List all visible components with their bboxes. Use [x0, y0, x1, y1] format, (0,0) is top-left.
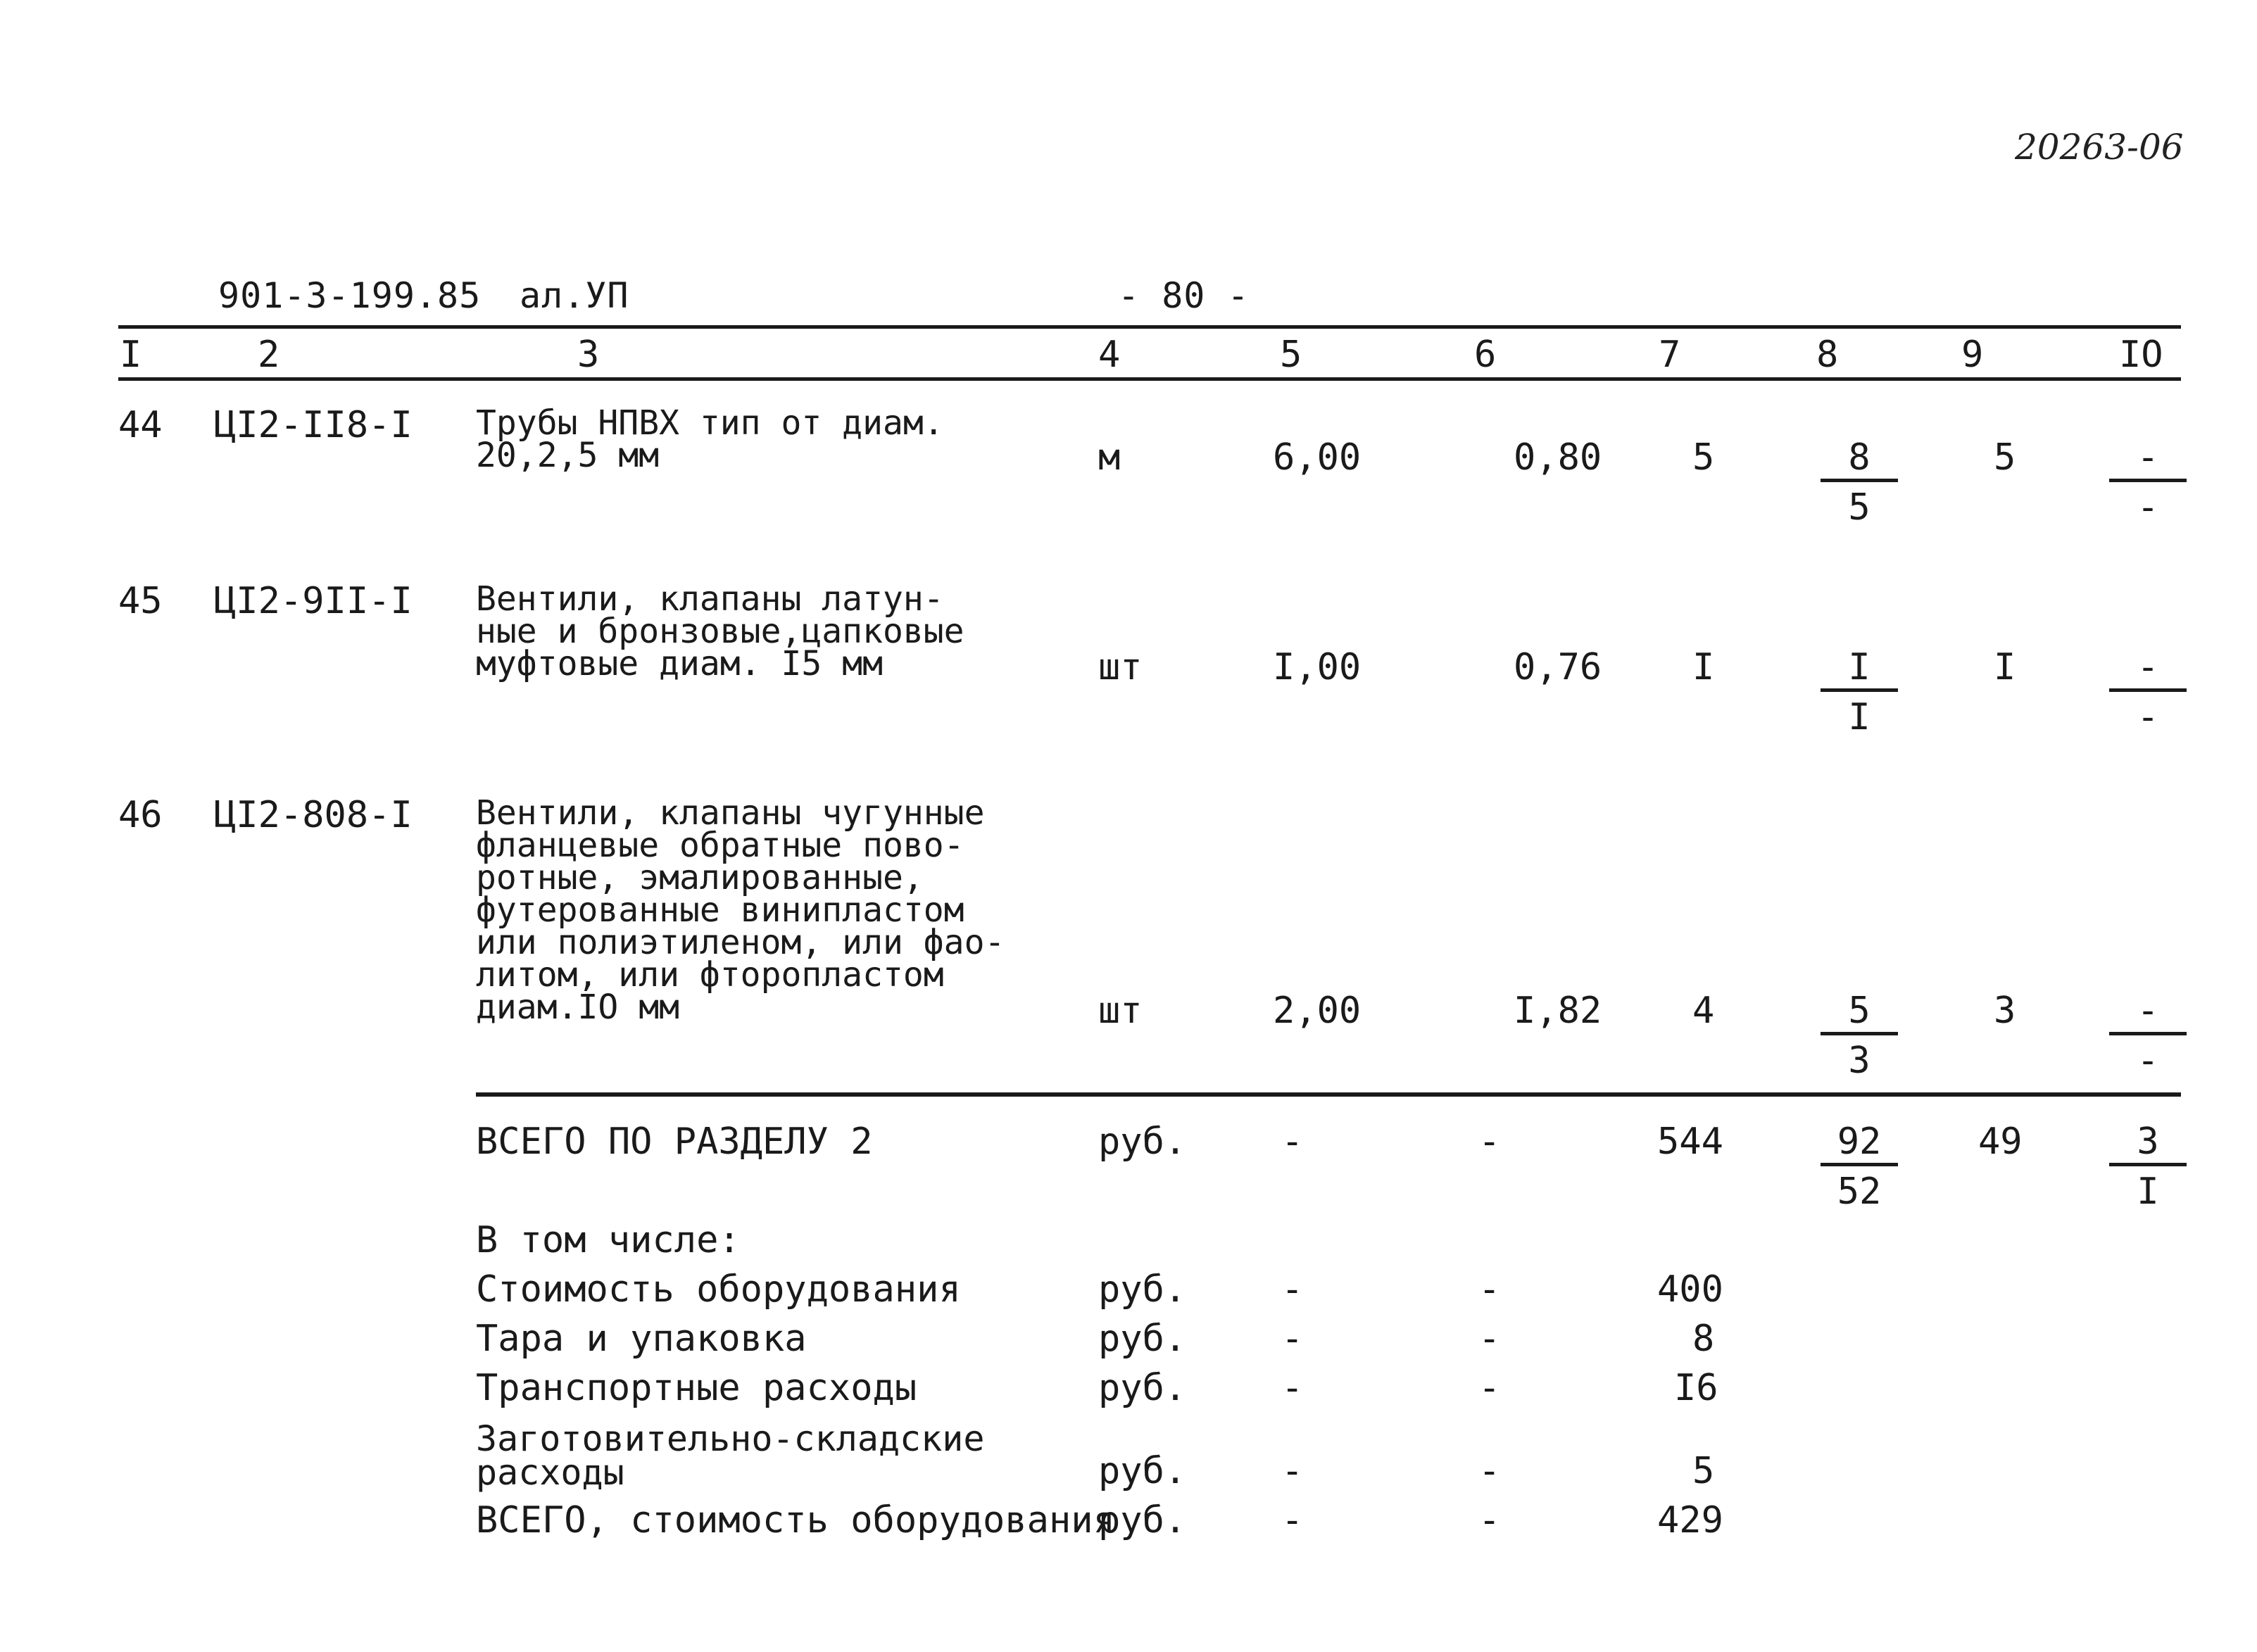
- total-cost: 544: [1657, 1121, 1723, 1163]
- fraction-bar: [2109, 1163, 2187, 1166]
- col6-dash: -: [1478, 1268, 1501, 1311]
- unit: руб.: [1098, 1499, 1187, 1541]
- unit: руб.: [1098, 1268, 1187, 1311]
- fraction-bar: [2109, 1032, 2187, 1035]
- total-cost: 5: [1692, 436, 1715, 479]
- fraction-numerator: -: [2137, 646, 2159, 688]
- col5-dash: -: [1281, 1499, 1304, 1541]
- header-rule-top: [118, 325, 2181, 329]
- price-code: ЦI2-808-I: [214, 794, 413, 836]
- unit-price: 0,80: [1514, 436, 1602, 479]
- row-number: 46: [118, 794, 163, 836]
- including-label: В том числе:: [476, 1219, 741, 1261]
- fraction-numerator: 92: [1837, 1121, 1882, 1163]
- col5-dash: -: [1281, 1121, 1304, 1163]
- col9-value: 3: [1994, 990, 2016, 1032]
- col-6-number: 6: [1474, 334, 1497, 376]
- price-code: ЦI2-9II-I: [214, 580, 413, 622]
- row-number: 44: [118, 404, 163, 446]
- item-description: Вентили, клапаны латун- ные и бронзовые,цапковые муфтовые диам. I5 мм: [476, 579, 964, 683]
- col5-dash: -: [1281, 1318, 1304, 1360]
- quantity: 2,00: [1273, 990, 1362, 1032]
- fraction-bar: [1821, 1163, 1898, 1166]
- col5-dash: -: [1281, 1268, 1304, 1311]
- fraction-denominator: -: [2137, 486, 2159, 529]
- fraction-numerator: 8: [1848, 436, 1871, 479]
- unit: шт: [1098, 990, 1143, 1032]
- price-code: ЦI2-II8-I: [214, 404, 413, 446]
- col-10-number: IO: [2119, 334, 2163, 376]
- total-cost: 8: [1692, 1318, 1715, 1360]
- fraction-denominator: I: [2137, 1171, 2159, 1213]
- header-rule-bottom: [118, 377, 2181, 381]
- col8-fraction: [1821, 1121, 1898, 1213]
- col6-dash: -: [1478, 1499, 1501, 1541]
- item-description: Вентили, клапаны чугунные фланцевые обратные пово- ротные, эмалированные, футерованные винипластом или полиэтиленом, или фао- литом, или фторопластом диам.IO мм: [476, 793, 1005, 1027]
- unit-price: I,82: [1514, 990, 1602, 1032]
- fraction-numerator: -: [2137, 990, 2159, 1032]
- fraction-denominator: 5: [1848, 486, 1871, 529]
- col9-value: I: [1994, 646, 2016, 688]
- col-4-number: 4: [1098, 334, 1121, 376]
- section-total-rule: [476, 1092, 2181, 1097]
- unit: руб.: [1098, 1367, 1187, 1409]
- col-5-number: 5: [1280, 334, 1302, 376]
- col8-fraction: [1821, 990, 1898, 1082]
- unit: руб.: [1098, 1450, 1187, 1492]
- col-3-number: 3: [577, 334, 600, 376]
- fraction-numerator: -: [2137, 436, 2159, 479]
- fraction-bar: [2109, 688, 2187, 692]
- fraction-bar: [2109, 479, 2187, 482]
- col10-fraction: [2109, 436, 2187, 529]
- quantity: I,00: [1273, 646, 1362, 688]
- col6-dash: -: [1478, 1450, 1501, 1492]
- archive-stamp-number: 20263-06: [2015, 127, 2184, 168]
- unit: руб.: [1098, 1318, 1187, 1360]
- col-7-number: 7: [1659, 334, 1681, 376]
- row-number: 45: [118, 580, 163, 622]
- col-1-number: I: [120, 334, 142, 376]
- fraction-denominator: I: [1848, 696, 1871, 738]
- fraction-numerator: I: [1848, 646, 1871, 688]
- item-description: Трубы НПВХ тип от диам. 20,2,5 мм: [476, 403, 944, 475]
- album-ref: ал.УП: [520, 275, 629, 316]
- fraction-denominator: 52: [1837, 1171, 1882, 1213]
- quantity: 6,00: [1273, 436, 1362, 479]
- fraction-bar: [1821, 1032, 1898, 1035]
- doc-code: 901-3-199.85: [218, 275, 482, 316]
- unit-price: 0,76: [1514, 646, 1602, 688]
- unit: шт: [1098, 646, 1143, 688]
- total-cost: 429: [1657, 1499, 1723, 1541]
- fraction-bar: [1821, 479, 1898, 482]
- total-cost: I: [1692, 646, 1715, 688]
- col6-dash: -: [1478, 1367, 1501, 1409]
- col5-dash: -: [1281, 1367, 1304, 1409]
- col6-dash: -: [1478, 1318, 1501, 1360]
- col5-dash: -: [1281, 1450, 1304, 1492]
- col10-fraction: [2109, 990, 2187, 1082]
- total-label: ВСЕГО ПО РАЗДЕЛУ 2: [476, 1121, 873, 1163]
- total-cost: 400: [1657, 1268, 1723, 1311]
- col-9-number: 9: [1961, 334, 1984, 376]
- unit: руб.: [1098, 1121, 1187, 1163]
- fraction-denominator: -: [2137, 1040, 2159, 1082]
- col10-fraction: [2109, 646, 2187, 738]
- summary-label: Заготовительно-складские расходы: [476, 1418, 985, 1493]
- total-cost: 4: [1692, 990, 1715, 1032]
- col10-fraction: [2109, 1121, 2187, 1213]
- col9-value: 5: [1994, 436, 2016, 479]
- col-2-number: 2: [258, 334, 280, 376]
- unit: м: [1098, 436, 1121, 479]
- summary-label: ВСЕГО, стоимость оборудования: [476, 1499, 1115, 1541]
- fraction-numerator: 5: [1848, 990, 1871, 1032]
- fraction-bar: [1821, 688, 1898, 692]
- col-8-number: 8: [1816, 334, 1839, 376]
- total-cost: I6: [1674, 1367, 1718, 1409]
- summary-label: Стоимость оборудования: [476, 1268, 961, 1311]
- fraction-numerator: 3: [2137, 1121, 2159, 1163]
- fraction-denominator: 3: [1848, 1040, 1871, 1082]
- col8-fraction: [1821, 646, 1898, 738]
- col6-dash: -: [1478, 1121, 1501, 1163]
- col8-fraction: [1821, 436, 1898, 529]
- page-number: - 80 -: [1118, 275, 1250, 316]
- summary-label: Транспортные расходы: [476, 1367, 917, 1409]
- summary-label: Тара и упаковка: [476, 1318, 807, 1360]
- col9-value: 49: [1978, 1121, 2023, 1163]
- fraction-denominator: -: [2137, 696, 2159, 738]
- total-cost: 5: [1692, 1450, 1715, 1492]
